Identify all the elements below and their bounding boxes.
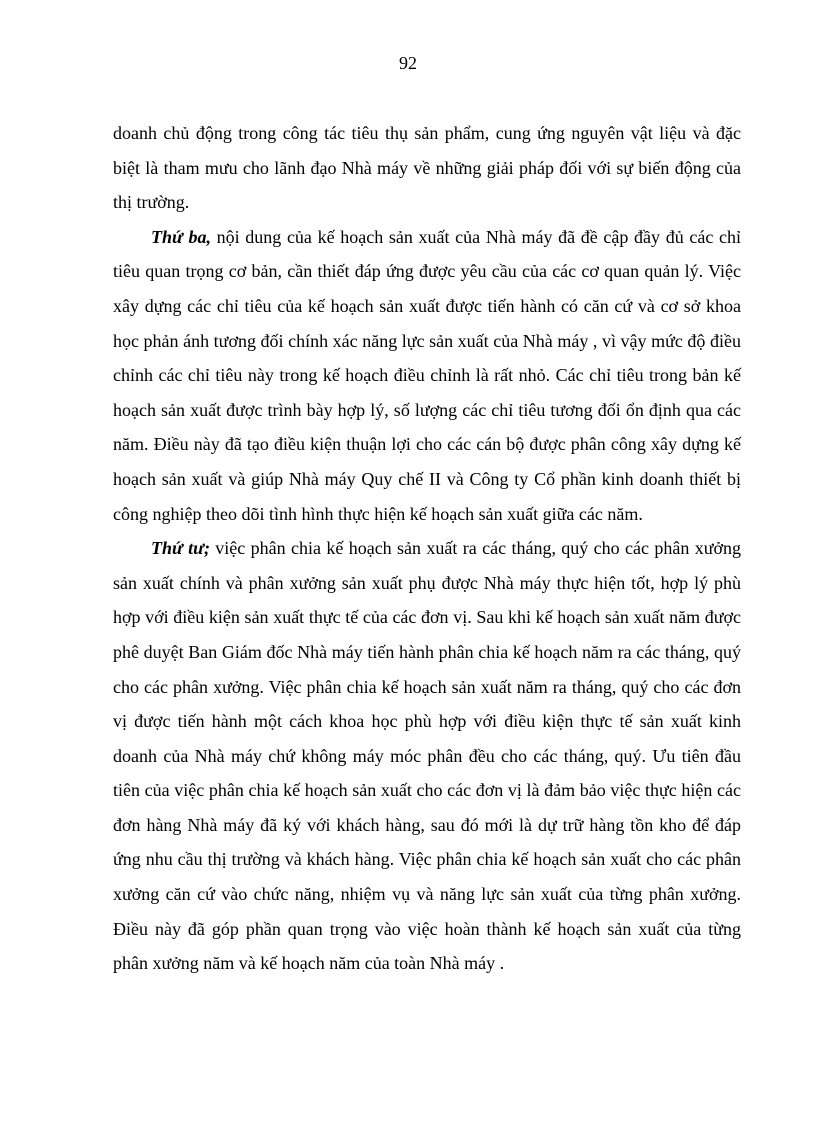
- paragraph-thu-tu: [113, 531, 741, 981]
- paragraph-text: nội dung của kế hoạch sản xuất của Nhà máy đã đề cập đầy đủ các chỉ tiêu quan trọng cơ bản, cần thiết đáp ứng được yêu cầu của các cơ quan quản lý. Việc xây dựng các chỉ tiêu của kế hoạch sản xuất được tiến hành có căn cứ và cơ sở khoa học phản ánh tương đối chính xác năng lực sản xuất của Nhà máy , vì vậy mức độ điều chỉnh các chỉ tiêu này trong kế hoạch điều chỉnh là rất nhỏ. Các chỉ tiêu trong bản kế hoạch sản xuất được trình bày hợp lý, số lượng các chỉ tiêu tương đối ổn định qua các năm. Điều này đã tạo điều kiện thuận lợi cho các cán bộ được phân công xây dựng kế hoạch sản xuất và giúp Nhà máy Quy chế II và Công ty Cổ phần kinh doanh thiết bị công nghiệp theo dõi tình hình thực hiện kế hoạch sản xuất giữa các năm.: [113, 226, 741, 524]
- paragraph-text: doanh chủ động trong công tác tiêu thụ sản phẩm, cung ứng nguyên vật liệu và đặc biệt là tham mưu cho lãnh đạo Nhà máy về những giải pháp đối với sự biến động của thị trường.: [113, 123, 741, 213]
- paragraph-continuation: [113, 116, 741, 220]
- paragraph-text: việc phân chia kế hoạch sản xuất ra các tháng, quý cho các phân xưởng sản xuất chính và phân xưởng sản xuất phụ được Nhà máy thực hiện tốt, hợp lý phù hợp với điều kiện sản xuất thực tế của các đơn vị. Sau khi kế hoạch sản xuất năm được phê duyệt Ban Giám đốc Nhà máy tiến hành phân chia kế hoạch năm ra các tháng, quý cho các phân xưởng. Việc phân chia kế hoạch sản xuất năm ra tháng, quý cho các đơn vị được tiến hành một cách khoa học phù hợp với điều kiện thực tế sản xuất kinh doanh của Nhà máy chứ không máy móc phân đều cho các tháng, quý. Ưu tiên đầu tiên của việc phân chia kế hoạch sản xuất cho các đơn vị là đảm bảo việc thực hiện các đơn hàng Nhà máy đã ký với khách hàng, sau đó mới là dự trữ hàng tồn kho để đáp ứng nhu cầu thị trường và khách hàng. Việc phân chia kế hoạch sản xuất cho các phân xưởng căn cứ vào chức năng, nhiệm vụ và năng lực sản xuất của từng phân xưởng. Điều này đã góp phần quan trọng vào việc hoàn thành kế hoạch sản xuất của từng phân xưởng năm và kế hoạch năm của toàn Nhà máy .: [113, 538, 741, 974]
- paragraph-lead: Thứ tư;: [151, 538, 210, 559]
- body-text: [113, 116, 741, 981]
- page-number: 92: [399, 53, 417, 73]
- paragraph-lead: Thứ ba,: [151, 226, 211, 247]
- paragraph-thu-ba: [113, 220, 741, 531]
